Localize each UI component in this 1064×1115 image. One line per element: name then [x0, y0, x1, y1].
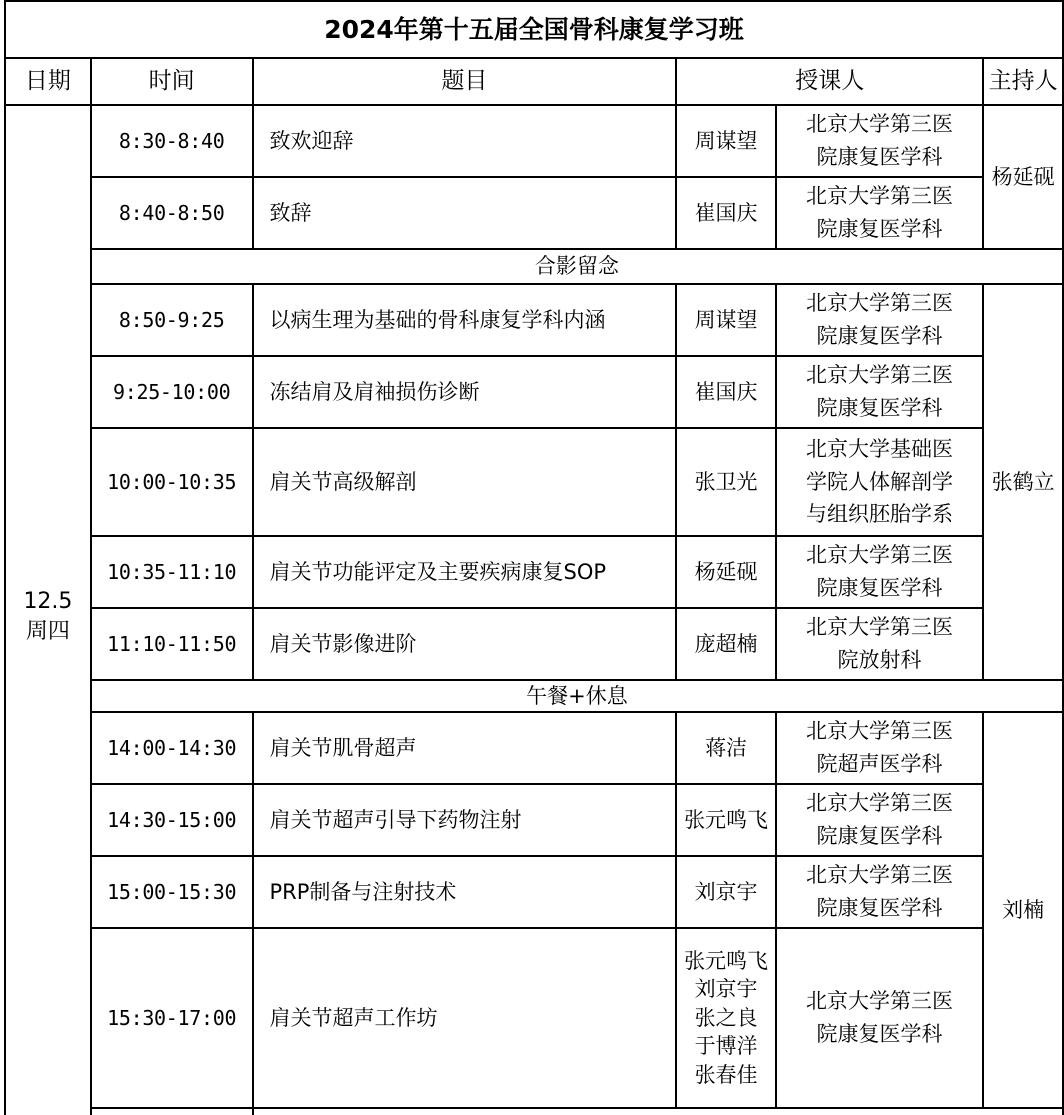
session-topic: 肩关节高级解剖: [253, 428, 677, 536]
session-time: 8:30-8:40: [91, 105, 253, 177]
session-time: 8:40-8:50: [91, 177, 253, 249]
session-affiliation: [776, 428, 983, 536]
session-speaker: 庞超楠: [676, 608, 776, 680]
session-topic: 致辞: [253, 177, 677, 249]
affiliation-line: 与组织胚胎学系: [806, 502, 954, 527]
session-topic: 致欢迎辞: [253, 105, 677, 177]
header-topic: 题目: [253, 58, 677, 105]
host-opening: 杨延砚: [983, 105, 1063, 249]
speaker-name: 刘京宇: [694, 977, 758, 1002]
speaker-name: 张春佳: [694, 1062, 758, 1087]
next-row-partial: [5, 1108, 1063, 1115]
affiliation-line: 院康复医学科: [816, 145, 943, 169]
session-speaker: 周谋望: [676, 105, 776, 177]
header-date: 日期: [5, 58, 91, 105]
header-host: 主持人: [983, 58, 1063, 105]
session-row: [5, 928, 1063, 1108]
session-topic: 肩关节超声引导下药物注射: [253, 784, 677, 856]
affiliation-line: 北京大学第三医: [806, 363, 954, 388]
session-time: 11:10-11:50: [91, 608, 253, 680]
affiliation-line: 北京大学第三医: [806, 615, 954, 640]
session-speaker: 蒋洁: [676, 712, 776, 784]
session-row: [5, 784, 1063, 856]
break-row: [5, 249, 1063, 284]
session-speakers: [676, 928, 776, 1108]
affiliation-line: 院康复医学科: [816, 576, 943, 600]
session-affiliation: [776, 712, 983, 784]
session-affiliation: [776, 536, 983, 608]
session-row: [5, 608, 1063, 680]
session-affiliation: [776, 356, 983, 428]
break-photo: 合影留念: [91, 249, 1063, 284]
session-topic: 肩关节影像进阶: [253, 608, 677, 680]
session-affiliation: [776, 284, 983, 356]
session-affiliation: [776, 608, 983, 680]
speaker-name: 于博洋: [694, 1034, 758, 1059]
session-row: [5, 856, 1063, 928]
session-row: [5, 536, 1063, 608]
session-row: [5, 712, 1063, 784]
session-affiliation: [776, 784, 983, 856]
affiliation-line: 北京大学第三医: [806, 989, 954, 1014]
session-row: [5, 284, 1063, 356]
session-time: 9:25-10:00: [91, 356, 253, 428]
session-time: 14:30-15:00: [91, 784, 253, 856]
session-time: 8:50-9:25: [91, 284, 253, 356]
affiliation-line: 北京大学第三医: [806, 543, 954, 568]
session-affiliation: [776, 928, 983, 1108]
date-weekday: 周四: [25, 618, 70, 644]
header-row: [5, 58, 1063, 105]
affiliation-line: 北京大学第三医: [806, 863, 954, 888]
affiliation-line: 北京大学第三医: [806, 791, 954, 816]
break-row: [5, 680, 1063, 712]
session-topic: 肩关节超声工作坊: [253, 928, 677, 1108]
affiliation-line: 院康复医学科: [816, 824, 943, 848]
session-topic: 肩关节功能评定及主要疾病康复SOP: [253, 536, 677, 608]
affiliation-line: 学院人体解剖学: [806, 469, 954, 494]
session-topic: 以病生理为基础的骨科康复学科内涵: [253, 284, 677, 356]
schedule-table: [4, 0, 1064, 1115]
session-speaker: 崔国庆: [676, 356, 776, 428]
session-topic: PRP制备与注射技术: [253, 856, 677, 928]
date-day: 12.5: [23, 588, 73, 614]
session-row: [5, 428, 1063, 536]
affiliation-line: 院康复医学科: [816, 896, 943, 920]
speaker-name: 张之良: [694, 1005, 758, 1030]
session-speaker: 崔国庆: [676, 177, 776, 249]
speaker-name: 张元鸣飞: [684, 949, 769, 974]
affiliation-line: 北京大学基础医: [806, 437, 954, 462]
session-time: 15:00-15:30: [91, 856, 253, 928]
session-affiliation: [776, 105, 983, 177]
affiliation-line: 北京大学第三医: [806, 291, 954, 316]
session-affiliation: [776, 856, 983, 928]
session-time: 14:00-14:30: [91, 712, 253, 784]
session-time: 15:30-17:00: [91, 928, 253, 1108]
session-topic: 冻结肩及肩袖损伤诊断: [253, 356, 677, 428]
affiliation-line: 院康复医学科: [816, 217, 943, 241]
session-speaker: 刘京宇: [676, 856, 776, 928]
title-row: [5, 1, 1063, 58]
affiliation-line: 院超声医学科: [816, 752, 943, 776]
session-time: 10:00-10:35: [91, 428, 253, 536]
affiliation-line: 北京大学第三医: [806, 719, 954, 744]
host-afternoon: 刘楠: [983, 712, 1063, 1108]
session-speaker: 张卫光: [676, 428, 776, 536]
affiliation-line: 院康复医学科: [816, 324, 943, 348]
break-lunch: 午餐+休息: [91, 680, 1063, 712]
session-speaker: 张元鸣飞: [676, 784, 776, 856]
header-lecturer: 授课人: [676, 58, 983, 105]
session-time: 10:35-11:10: [91, 536, 253, 608]
session-row: [5, 105, 1063, 177]
session-affiliation: [776, 177, 983, 249]
host-morning: 张鹤立: [983, 284, 1063, 680]
affiliation-line: 院康复医学科: [816, 396, 943, 420]
session-speaker: 杨延砚: [676, 536, 776, 608]
session-row: [5, 177, 1063, 249]
empty-cell: [91, 1108, 253, 1115]
affiliation-line: 北京大学第三医: [806, 112, 954, 137]
affiliation-line: 院放射科: [837, 648, 922, 672]
empty-cell: [253, 1108, 1064, 1115]
affiliation-line: 北京大学第三医: [806, 184, 954, 209]
page-title: 2024年第十五届全国骨科康复学习班: [5, 1, 1063, 58]
affiliation-line: 院康复医学科: [816, 1022, 943, 1046]
date-cell: [5, 105, 91, 1115]
session-speaker: 周谋望: [676, 284, 776, 356]
session-row: [5, 356, 1063, 428]
session-topic: 肩关节肌骨超声: [253, 712, 677, 784]
header-time: 时间: [91, 58, 253, 105]
